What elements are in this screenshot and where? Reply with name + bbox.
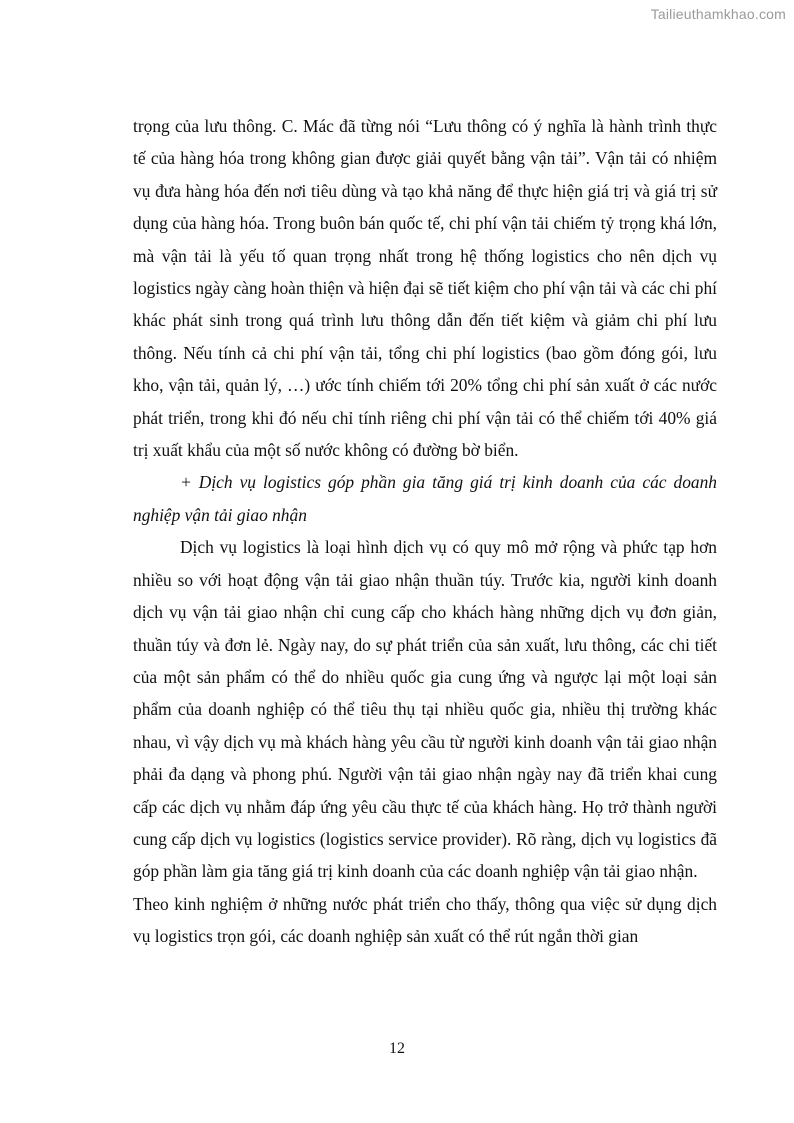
watermark: Tailieuthamkhao.com bbox=[650, 6, 786, 22]
document-body bbox=[133, 110, 717, 953]
paragraph-3: Theo kinh nghiệm ở những nước phát triển cho thấy, thông qua việc sử dụng dịch vụ logistics trọn gói, các doanh nghiệp sản xuất có thể rút ngắn thời gian bbox=[133, 893, 717, 947]
italic-subheading: + Dịch vụ logistics góp phần gia tăng giá trị kinh doanh của các doanh nghiệp vận tải giao nhận bbox=[133, 472, 717, 525]
paragraph-1: trọng của lưu thông. C. Mác đã từng nói “Lưu thông có ý nghĩa là hành trình thực tế của hàng hóa trong không gian được giải quyết bằng vận tải”. Vận tải có nhiệm vụ đưa hàng hóa đến nơi tiêu dùng và tạo khả năng để thực hiện giá trị và giá trị sử dụng của hàng hóa. Trong buôn bán quốc tế, chi phí vận tải chiếm tỷ trọng khá lớn, mà vận tải là yếu tố quan trọng nhất trong hệ thống logistics cho nên dịch vụ logistics ngày càng hoàn thiện và hiện đại sẽ tiết kiệm cho phí vận tải và các chi phí khác phát sinh trong quá trình lưu thông dẫn đến tiết kiệm và giảm chi phí lưu thông. Nếu tính cả chi phí vận tải, tổng chi phí logistics (bao gồm đóng gói, lưu kho, vận tải, quản lý, …) ước tính chiếm tới 20% tổng chi phí sản xuất ở các nước phát triển, trong khi đó nếu chỉ tính riêng chi phí vận tải có thể chiếm tới 40% giá trị xuất khẩu của một số nước không có đường bờ biển. bbox=[133, 116, 717, 461]
page-number: 12 bbox=[389, 1040, 405, 1057]
paragraph-2: Dịch vụ logistics là loại hình dịch vụ có quy mô mở rộng và phức tạp hơn nhiều so với hoạt động vận tải giao nhận thuần túy. Trước kia, người kinh doanh dịch vụ vận tải giao nhận chỉ cung cấp cho khách hàng những dịch vụ đơn giản, thuần túy và đơn lẻ. Ngày nay, do sự phát triển của sản xuất, lưu thông, các chi tiết của một sản phẩm có thể do nhiều quốc gia cung ứng và ngược lại một loại sản phẩm của doanh nghiệp có thể tiêu thụ tại nhiều quốc gia, nhiều thị trường khác nhau, vì vậy dịch vụ mà khách hàng yêu cầu từ người kinh doanh vận tải giao nhận phải đa dạng và phong phú. Người vận tải giao nhận ngày nay đã triển khai cung cấp các dịch vụ nhằm đáp ứng yêu cầu thực tế của khách hàng. Họ trở thành người cung cấp dịch vụ logistics (logistics service provider). Rõ ràng, dịch vụ logistics đã góp phần làm gia tăng giá trị kinh doanh của các doanh nghiệp vận tải giao nhận. bbox=[133, 537, 717, 882]
